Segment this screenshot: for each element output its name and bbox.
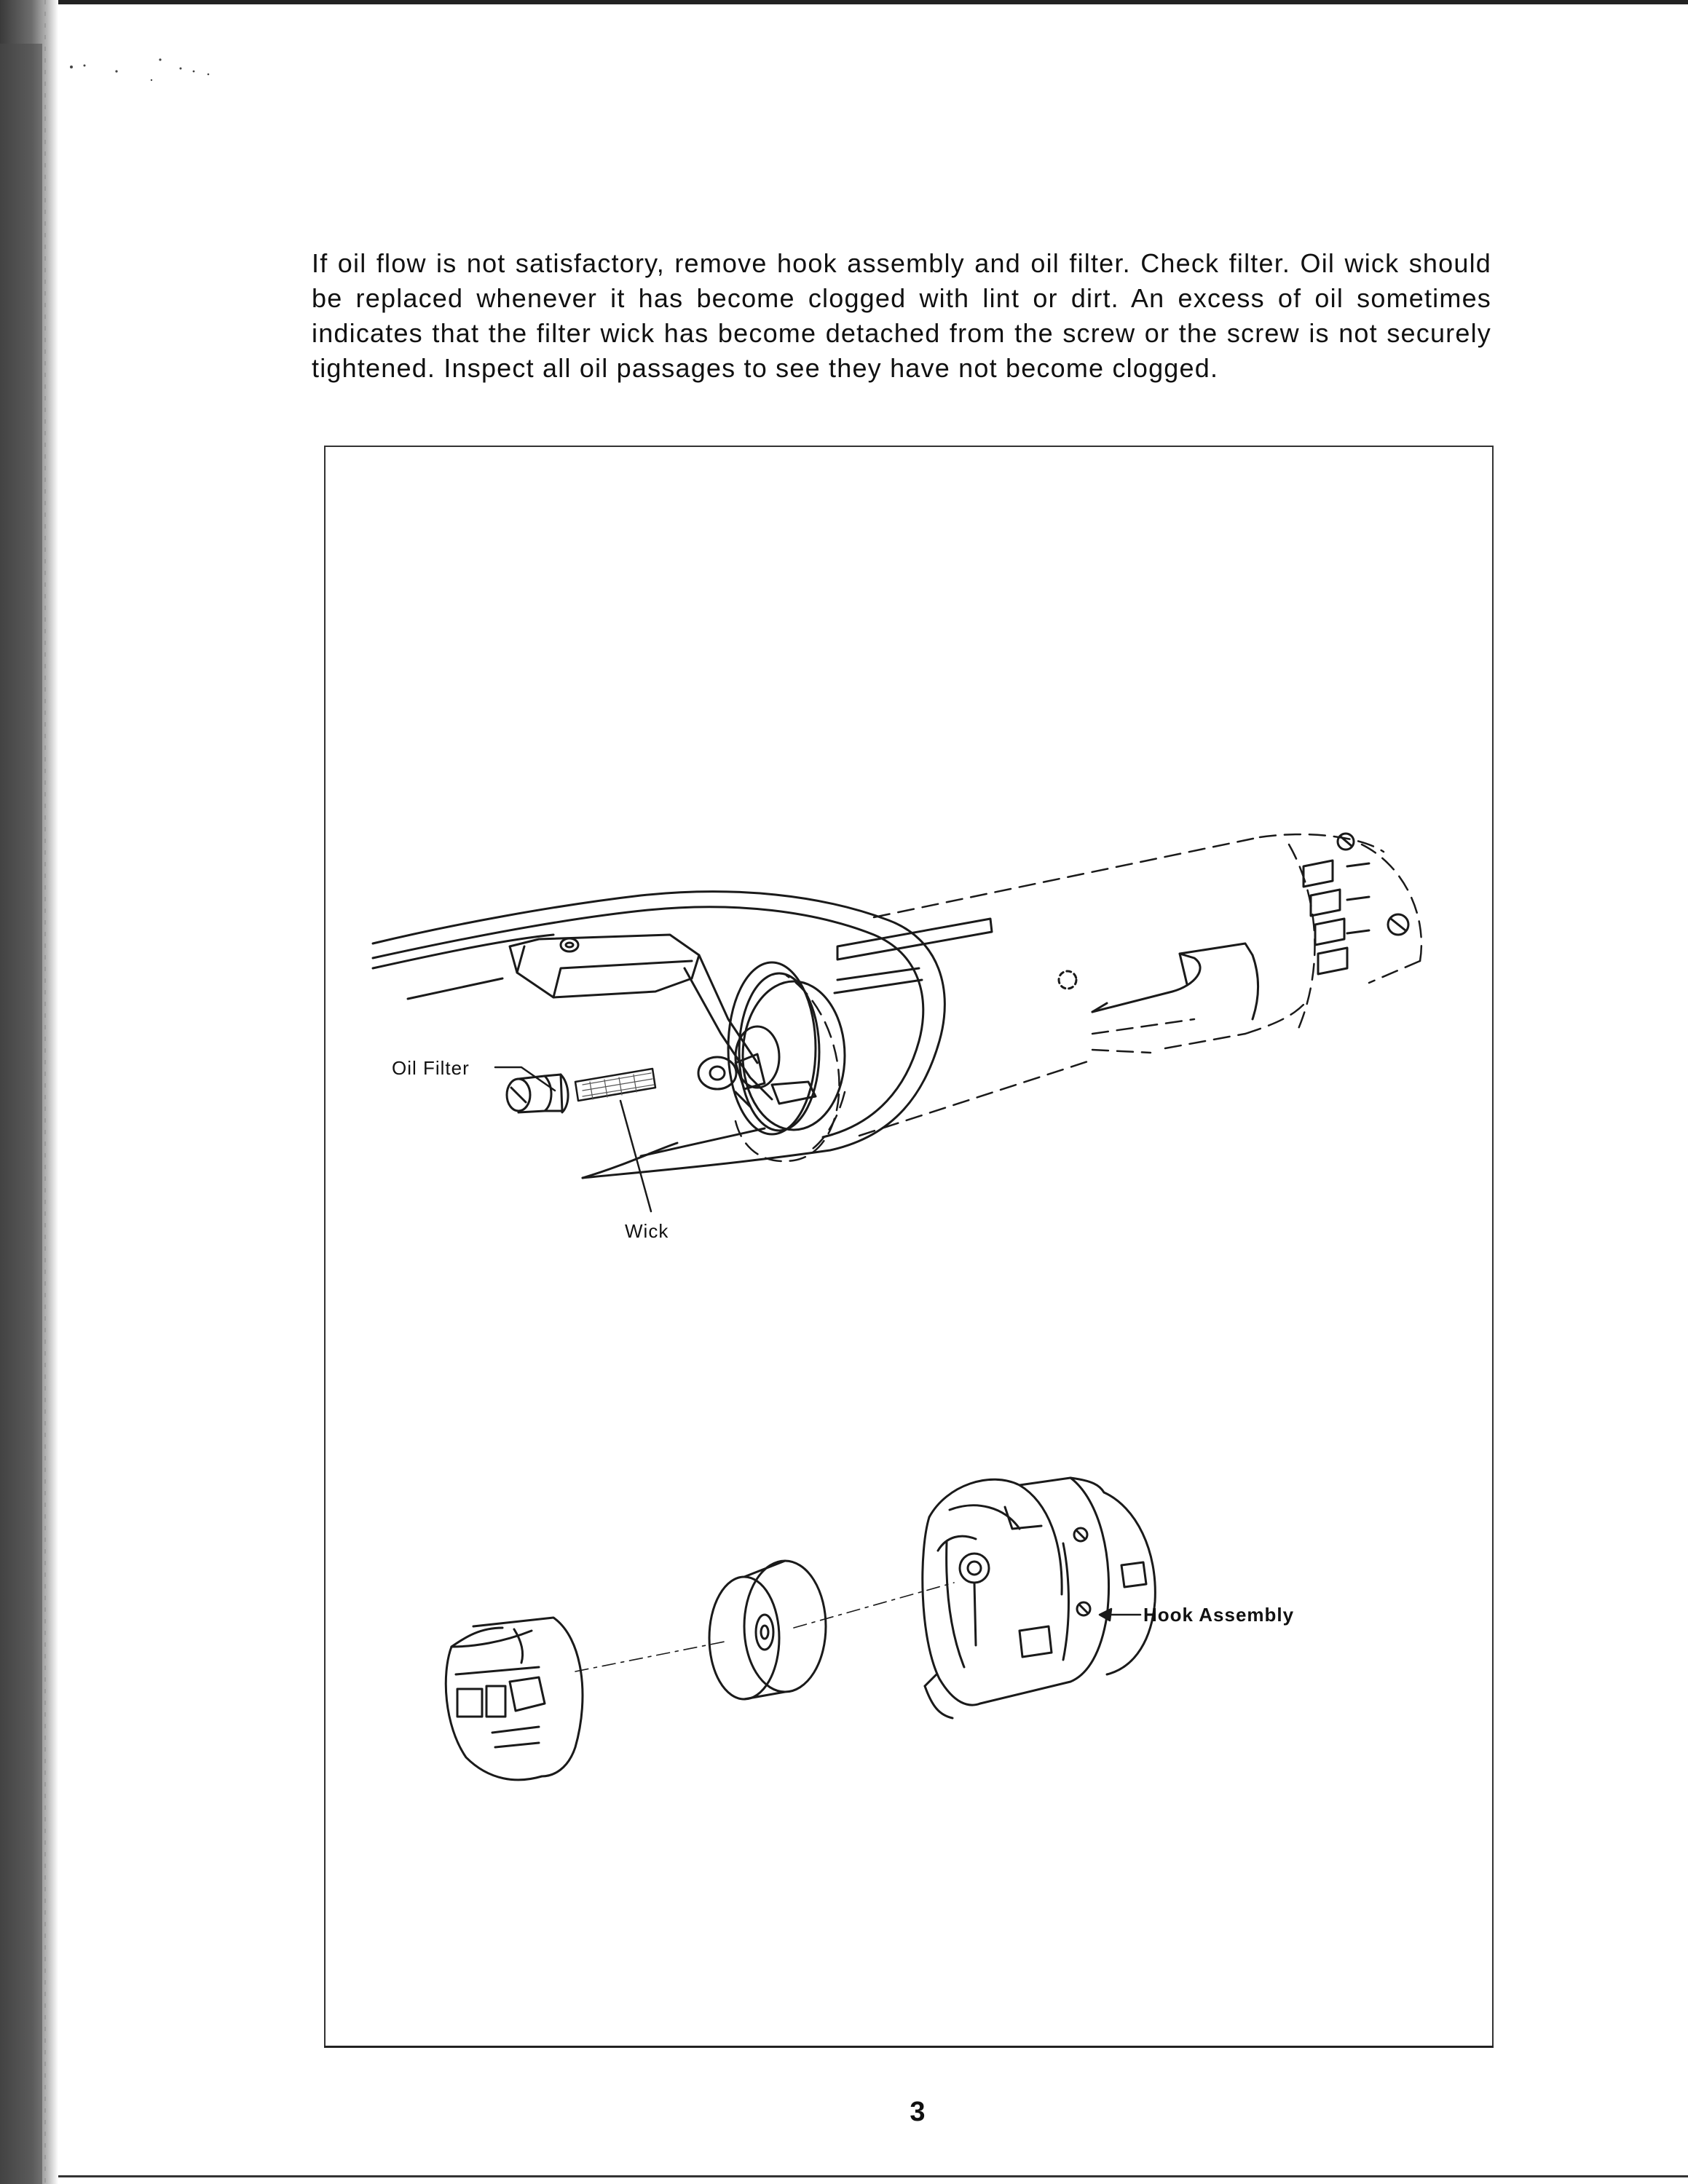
oil-filter-screw [507, 1075, 568, 1112]
hook-assembly-label: Hook Assembly [1143, 1604, 1295, 1626]
page-number: 3 [910, 2097, 926, 2127]
oil-filter-wick [575, 1069, 655, 1101]
hook-assembly-leader [1100, 1609, 1140, 1621]
bobbin-drawing [709, 1561, 826, 1699]
instruction-paragraph: If oil flow is not satisfactory, remove hook assembly and oil filter. Check filter. Oil wick should be replaced whenever it has become clogged with lint or dirt. An excess of oil sometimes indicates that the filter wick has become detached from the screw or the screw is not securely tightened. Inspect all oil passages to see they have not become clogged. [312, 248, 1491, 383]
oil-filter-label: Oil Filter [392, 1057, 470, 1079]
bottom-border-rule [58, 2175, 1688, 2177]
hook-assembly-drawing [923, 1478, 1156, 1718]
bobbin-case-drawing [446, 1618, 583, 1780]
exploded-view-centerline [575, 1583, 954, 1671]
shaft-details [1059, 834, 1408, 1019]
wick-label: Wick [625, 1220, 669, 1242]
hook-drive-wheel [698, 962, 845, 1134]
shaft-housing-drawing [373, 892, 992, 1178]
